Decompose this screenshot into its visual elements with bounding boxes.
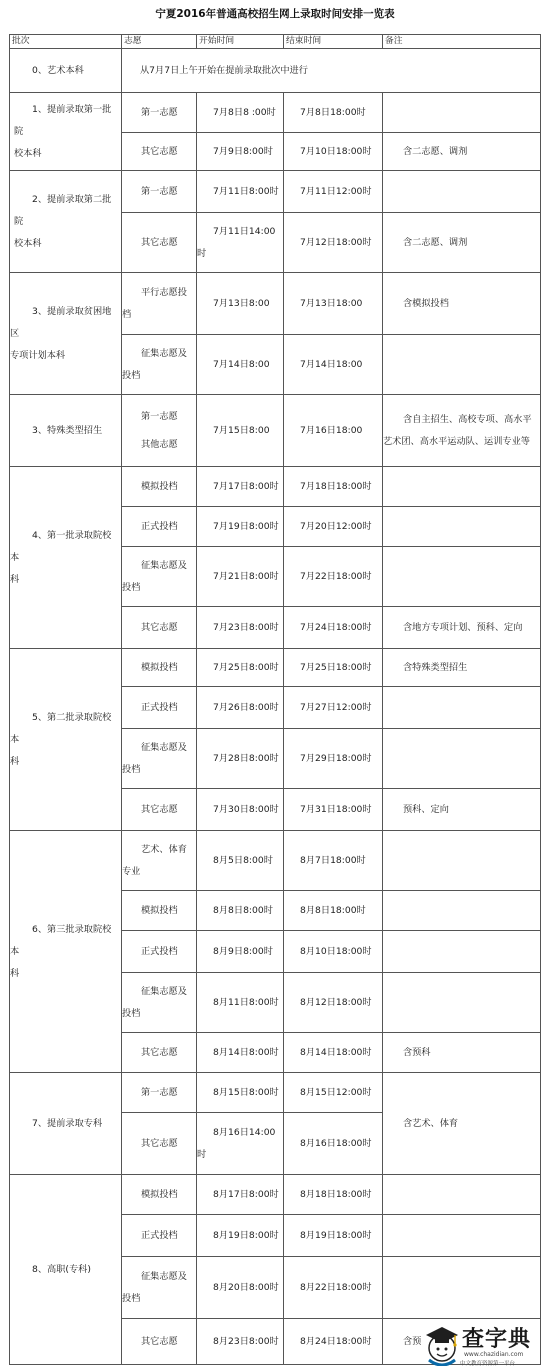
end-cell: 7月11日12:00时 (284, 171, 383, 213)
note-cell (383, 891, 541, 931)
volunteer-cell: 其它志愿 (122, 789, 197, 831)
graduation-cap-icon (424, 1322, 460, 1366)
note-cell: 含预 (383, 1319, 541, 1365)
start-cell: 8月8日8:00时 (197, 891, 284, 931)
batch-cell: 8、高职(专科) (10, 1175, 122, 1365)
volunteer-cell: 正式投档 (122, 507, 197, 547)
table-row (10, 171, 541, 213)
start-cell: 8月15日8:00时 (197, 1073, 284, 1113)
volunteer-cell: 模拟投档 (122, 467, 197, 507)
end-cell: 8月7日18:00时 (284, 831, 383, 891)
chazidian-watermark-logo (422, 1318, 546, 1370)
volunteer-cell: 第一志愿 (122, 93, 197, 133)
batch-cell: 5、第二批录取院校本 科 (10, 649, 122, 831)
header-volunteer: 志愿 (122, 35, 197, 49)
start-cell: 7月17日8:00时 (197, 467, 284, 507)
note-cell: 含地方专项计划、预科、定向 (383, 607, 541, 649)
span-note-cell: 从7月7日上午开始在提前录取批次中进行 (122, 49, 541, 93)
start-cell: 7月9日8:00时 (197, 133, 284, 171)
start-cell: 7月14日8:00 (197, 335, 284, 395)
end-cell: 8月24日18:00时 (284, 1319, 383, 1365)
batch-cell: 2、提前录取第二批院 校本科 (10, 171, 122, 273)
end-cell: 7月25日18:00时 (284, 649, 383, 687)
volunteer-cell: 其它志愿 (122, 213, 197, 273)
batch-cell: 4、第一批录取院校本 科 (10, 467, 122, 649)
table-header-row (10, 35, 541, 49)
note-cell (383, 973, 541, 1033)
table-row (10, 273, 541, 335)
volunteer-cell: 平行志愿投 档 (122, 273, 197, 335)
watermark-slogan: 中文教育资源第一平台 (460, 1361, 516, 1367)
start-cell: 8月11日8:00时 (197, 973, 284, 1033)
start-cell: 7月11日14:00 时 (197, 213, 284, 273)
end-cell: 7月10日18:00时 (284, 133, 383, 171)
start-cell: 8月19日8:00时 (197, 1215, 284, 1257)
start-cell: 8月5日8:00时 (197, 831, 284, 891)
end-cell: 8月16日18:00时 (284, 1113, 383, 1175)
note-cell: 含预科 (383, 1033, 541, 1073)
note-cell (383, 547, 541, 607)
volunteer-cell: 第一志愿 其他志愿 (122, 395, 197, 467)
note-cell: 含艺术、体育 (383, 1073, 541, 1175)
start-cell: 7月11日8:00时 (197, 171, 284, 213)
start-cell: 7月28日8:00时 (197, 729, 284, 789)
volunteer-cell: 其它志愿 (122, 1319, 197, 1365)
note-cell (383, 831, 541, 891)
end-cell: 8月15日12:00时 (284, 1073, 383, 1113)
table-row (10, 649, 541, 687)
start-cell: 7月25日8:00时 (197, 649, 284, 687)
end-cell: 7月29日18:00时 (284, 729, 383, 789)
end-cell: 7月20日12:00时 (284, 507, 383, 547)
start-cell: 7月21日8:00时 (197, 547, 284, 607)
end-cell: 7月27日12:00时 (284, 687, 383, 729)
batch-cell: 3、提前录取贫困地区 专项计划本科 (10, 273, 122, 395)
end-cell: 8月8日18:00时 (284, 891, 383, 931)
header-note: 备注 (383, 35, 541, 49)
note-cell (383, 931, 541, 973)
page-title: 宁夏2016年普通高校招生网上录取时间安排一览表 (155, 8, 395, 20)
start-cell: 8月23日8:00时 (197, 1319, 284, 1365)
note-cell (383, 507, 541, 547)
header-start-time: 开始时间 (197, 35, 284, 49)
note-cell (383, 1215, 541, 1257)
watermark-brand: 查字典 (462, 1327, 532, 1352)
volunteer-cell: 其它志愿 (122, 1033, 197, 1073)
volunteer-cell: 第一志愿 (122, 1073, 197, 1113)
start-cell: 8月16日14:00 时 (197, 1113, 284, 1175)
table-row (10, 1175, 541, 1215)
volunteer-cell: 正式投档 (122, 687, 197, 729)
batch-cell: 0、艺术本科 (10, 49, 122, 93)
volunteer-cell: 其它志愿 (122, 133, 197, 171)
admission-schedule-table (9, 34, 541, 1365)
volunteer-cell: 正式投档 (122, 931, 197, 973)
start-cell: 7月26日8:00时 (197, 687, 284, 729)
header-batch: 批次 (10, 35, 122, 49)
end-cell: 7月31日18:00时 (284, 789, 383, 831)
header-end-time: 结束时间 (284, 35, 383, 49)
start-cell: 7月30日8:00时 (197, 789, 284, 831)
batch-cell: 6、第三批录取院校本 科 (10, 831, 122, 1073)
end-cell: 8月18日18:00时 (284, 1175, 383, 1215)
table-row (10, 93, 541, 133)
end-cell: 7月18日18:00时 (284, 467, 383, 507)
end-cell: 8月19日18:00时 (284, 1215, 383, 1257)
end-cell: 8月10日18:00时 (284, 931, 383, 973)
note-cell (383, 335, 541, 395)
note-cell: 含二志愿、调剂 (383, 213, 541, 273)
end-cell: 7月14日18:00 (284, 335, 383, 395)
start-cell: 7月8日8 :00时 (197, 93, 284, 133)
end-cell: 7月16日18:00 (284, 395, 383, 467)
table-row (10, 467, 541, 507)
volunteer-cell: 征集志愿及 投档 (122, 729, 197, 789)
volunteer-cell: 正式投档 (122, 1215, 197, 1257)
volunteer-cell: 第一志愿 (122, 171, 197, 213)
table-row (10, 1073, 541, 1113)
note-cell: 含二志愿、调剂 (383, 133, 541, 171)
table-row (10, 395, 541, 467)
volunteer-cell: 其它志愿 (122, 1113, 197, 1175)
start-cell: 7月15日8:00 (197, 395, 284, 467)
note-cell: 预科、定向 (383, 789, 541, 831)
start-cell: 8月9日8:00时 (197, 931, 284, 973)
end-cell: 7月12日18:00时 (284, 213, 383, 273)
table-row (10, 831, 541, 891)
volunteer-cell: 征集志愿及 投档 (122, 973, 197, 1033)
note-cell (383, 1175, 541, 1215)
volunteer-cell: 征集志愿及 投档 (122, 547, 197, 607)
start-cell: 7月23日8:00时 (197, 607, 284, 649)
end-cell: 7月24日18:00时 (284, 607, 383, 649)
note-cell (383, 171, 541, 213)
end-cell: 8月14日18:00时 (284, 1033, 383, 1073)
end-cell: 8月22日18:00时 (284, 1257, 383, 1319)
start-cell: 8月17日8:00时 (197, 1175, 284, 1215)
end-cell: 8月12日18:00时 (284, 973, 383, 1033)
end-cell: 7月13日18:00 (284, 273, 383, 335)
note-cell (383, 93, 541, 133)
note-cell (383, 687, 541, 729)
note-cell: 含模拟投档 (383, 273, 541, 335)
note-cell: 含特殊类型招生 (383, 649, 541, 687)
note-cell (383, 729, 541, 789)
end-cell: 7月22日18:00时 (284, 547, 383, 607)
start-cell: 8月14日8:00时 (197, 1033, 284, 1073)
batch-cell: 1、提前录取第一批院 校本科 (10, 93, 122, 171)
note-cell: 含自主招生、高校专项、高水平 艺术团、高水平运动队、运训专业等 (383, 395, 541, 467)
volunteer-cell: 征集志愿及 投档 (122, 1257, 197, 1319)
note-cell (383, 467, 541, 507)
volunteer-cell: 其它志愿 (122, 607, 197, 649)
table-row (10, 49, 541, 93)
volunteer-cell: 模拟投档 (122, 891, 197, 931)
batch-cell: 3、特殊类型招生 (10, 395, 122, 467)
watermark-url: www.chazidian.com (464, 1351, 524, 1358)
batch-cell: 7、提前录取专科 (10, 1073, 122, 1175)
note-cell (383, 1257, 541, 1319)
end-cell: 7月8日18:00时 (284, 93, 383, 133)
start-cell: 7月13日8:00 (197, 273, 284, 335)
volunteer-cell: 征集志愿及 投档 (122, 335, 197, 395)
volunteer-cell: 模拟投档 (122, 1175, 197, 1215)
volunteer-cell: 模拟投档 (122, 649, 197, 687)
volunteer-cell: 艺术、体育 专业 (122, 831, 197, 891)
start-cell: 7月19日8:00时 (197, 507, 284, 547)
start-cell: 8月20日8:00时 (197, 1257, 284, 1319)
